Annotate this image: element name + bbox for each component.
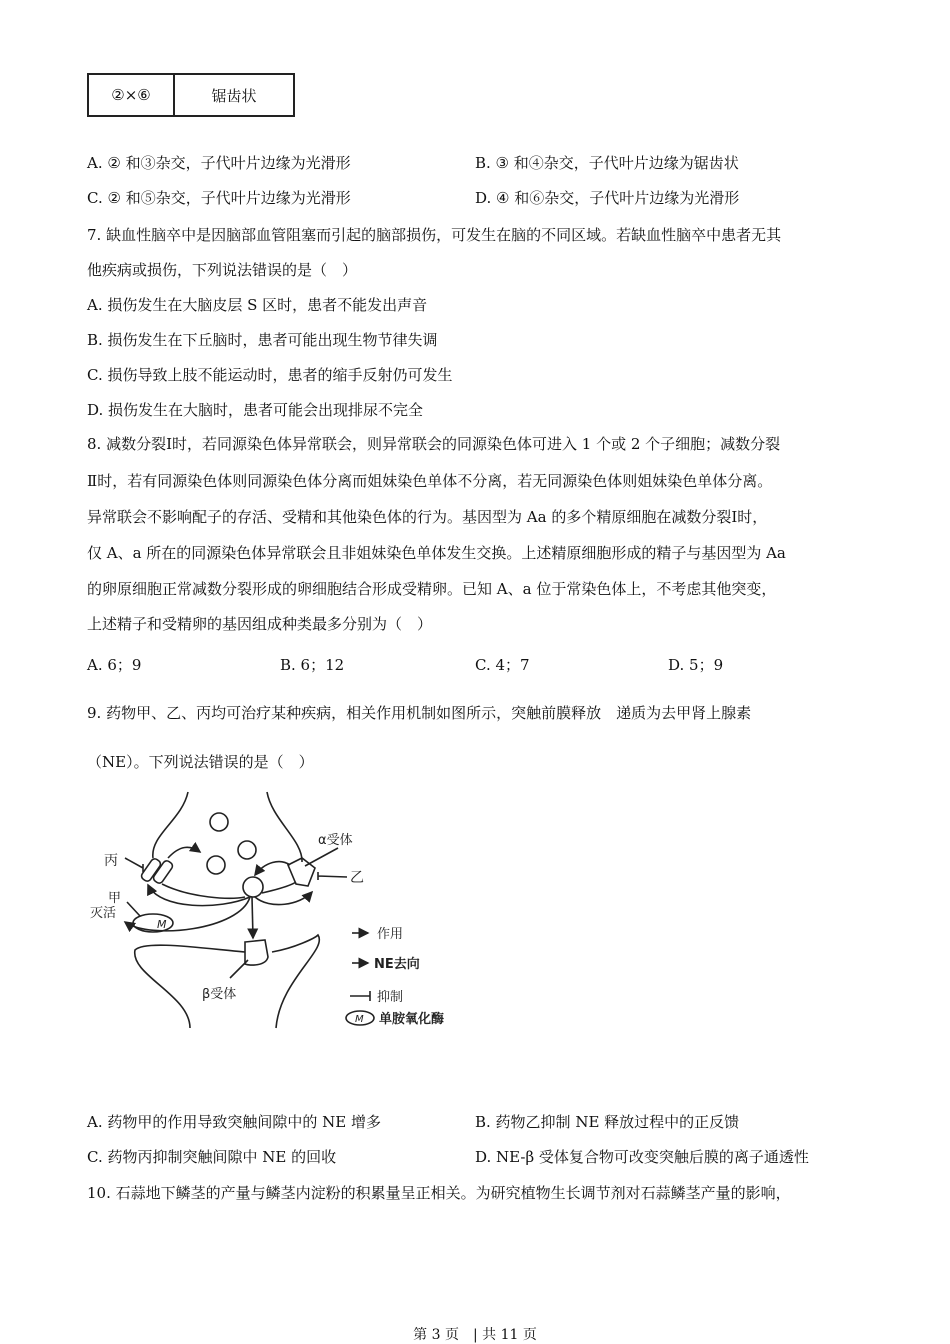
q8-option-d: D. 5；9 xyxy=(668,656,724,674)
q8-stem-line: 8. 减数分裂Ⅰ时，若同源染色体异常联会，则异常联会的同源染色体可进入 1 个或 2 个子细胞；减数分裂 xyxy=(87,435,781,453)
q9-stem-line: 9. 药物甲、乙、丙均可治疗某种疾病，相关作用机制如图所示，突触前膜释放 递质为去甲肾上腺素 xyxy=(87,704,752,722)
label-jia: 甲 xyxy=(108,891,122,906)
table-row xyxy=(88,74,294,116)
vesicle xyxy=(238,841,256,859)
q7-stem-line: 7. 缺血性脑卒中是因脑部血管阻塞而引起的脑部损伤，可发生在脑的不同区域。若缺血性脑卒中患者无其 xyxy=(87,226,782,244)
q7-stem-line: 他疾病或损伤，下列说法错误的是（ ） xyxy=(87,261,358,279)
label-bing: 丙 xyxy=(104,853,118,869)
q6-option-a: A. ② 和③杂交，子代叶片边缘为光滑形 xyxy=(87,154,351,172)
legend-inhibit: 抑制 xyxy=(377,990,404,1005)
q6-option-d: D. ④ 和⑥杂交，子代叶片边缘为光滑形 xyxy=(475,189,740,207)
q8-stem-line: 异常联会不影响配子的存活、受精和其他染色体的行为。基因型为 Aa 的多个精原细胞在减数分裂Ⅰ时， xyxy=(87,508,768,526)
synapse-diagram xyxy=(90,780,490,1040)
q10-stem-line: 10. 石蒜地下鳞茎的产量与鳞茎内淀粉的积累量呈正相关。为研究植物生长调节剂对石蒜鳞茎产量的影响， xyxy=(87,1184,791,1202)
cross-table xyxy=(87,73,295,117)
vesicle xyxy=(210,813,228,831)
legend-ne-direction: NE去向 xyxy=(374,957,420,972)
q6-option-c: C. ② 和⑤杂交，子代叶片边缘为光滑形 xyxy=(87,189,351,207)
q8-stem-line: 仅 A、a 所在的同源染色体异常联会且非姐妹染色单体发生交换。上述精原细胞形成的精子与基因型为 Aa xyxy=(87,544,786,562)
q8-stem-line: 的卵原细胞正常减数分裂形成的卵细胞结合形成受精卵。已知 A、a 位于常染色体上，不考虑其他突变， xyxy=(87,580,777,598)
cross-cell: ②×⑥ xyxy=(88,74,174,116)
beta-receptor xyxy=(245,940,268,965)
label-miehuo: 灭活 xyxy=(90,906,117,921)
q7-option-b: B. 损伤发生在下丘脑时，患者可能出现生物节律失调 xyxy=(87,331,438,349)
label-yi: 乙 xyxy=(350,870,364,886)
q7-option-d: D. 损伤发生在大脑时，患者可能会出现排尿不完全 xyxy=(87,401,424,419)
q9-option-a: A. 药物甲的作用导致突触间隙中的 NE 增多 xyxy=(87,1113,381,1131)
q8-stem-line: 上述精子和受精卵的基因组成种类最多分别为（ ） xyxy=(87,615,433,633)
q7-option-a: A. 损伤发生在大脑皮层 S 区时，患者不能发出声音 xyxy=(87,296,428,314)
q8-stem-line: Ⅱ时，若有同源染色体则同源染色体分离而姐妹染色单体不分离，若无同源染色体则姐妹染色单体分离。 xyxy=(87,472,773,490)
presynaptic-membrane xyxy=(153,792,302,898)
result-cell: 锯齿状 xyxy=(174,74,294,116)
q8-option-c: C. 4；7 xyxy=(475,656,530,674)
q6-option-b: B. ③ 和④杂交，子代叶片边缘为锯齿状 xyxy=(475,154,739,172)
ne-release-vesicle xyxy=(243,877,263,897)
q7-option-c: C. 损伤导致上肢不能运动时，患者的缩手反射仍可发生 xyxy=(87,366,453,384)
mao-label: M xyxy=(157,918,167,931)
q8-option-a: A. 6；9 xyxy=(87,656,142,674)
q9-stem-line: （NE）。下列说法错误的是（ ） xyxy=(87,753,314,771)
postsynaptic-membrane xyxy=(135,935,320,1028)
q8-option-b: B. 6；12 xyxy=(280,656,345,674)
legend-mao: 单胺氧化酶 xyxy=(379,1012,445,1027)
page-footer: 第 3 页 | 共 11 页 xyxy=(413,1327,537,1343)
label-beta-receptor: β受体 xyxy=(202,987,237,1002)
q9-option-c: C. 药物丙抑制突触间隙中 NE 的回收 xyxy=(87,1148,337,1166)
legend-action: 作用 xyxy=(377,927,404,942)
q9-option-b: B. 药物乙抑制 NE 释放过程中的正反馈 xyxy=(475,1113,740,1131)
svg-text:M: M xyxy=(355,1014,364,1025)
q9-option-d: D. NE-β 受体复合物可改变突触后膜的离子通透性 xyxy=(475,1148,809,1166)
mao-enzyme xyxy=(133,914,173,932)
vesicle xyxy=(207,856,225,874)
label-alpha-receptor: α受体 xyxy=(318,833,353,848)
